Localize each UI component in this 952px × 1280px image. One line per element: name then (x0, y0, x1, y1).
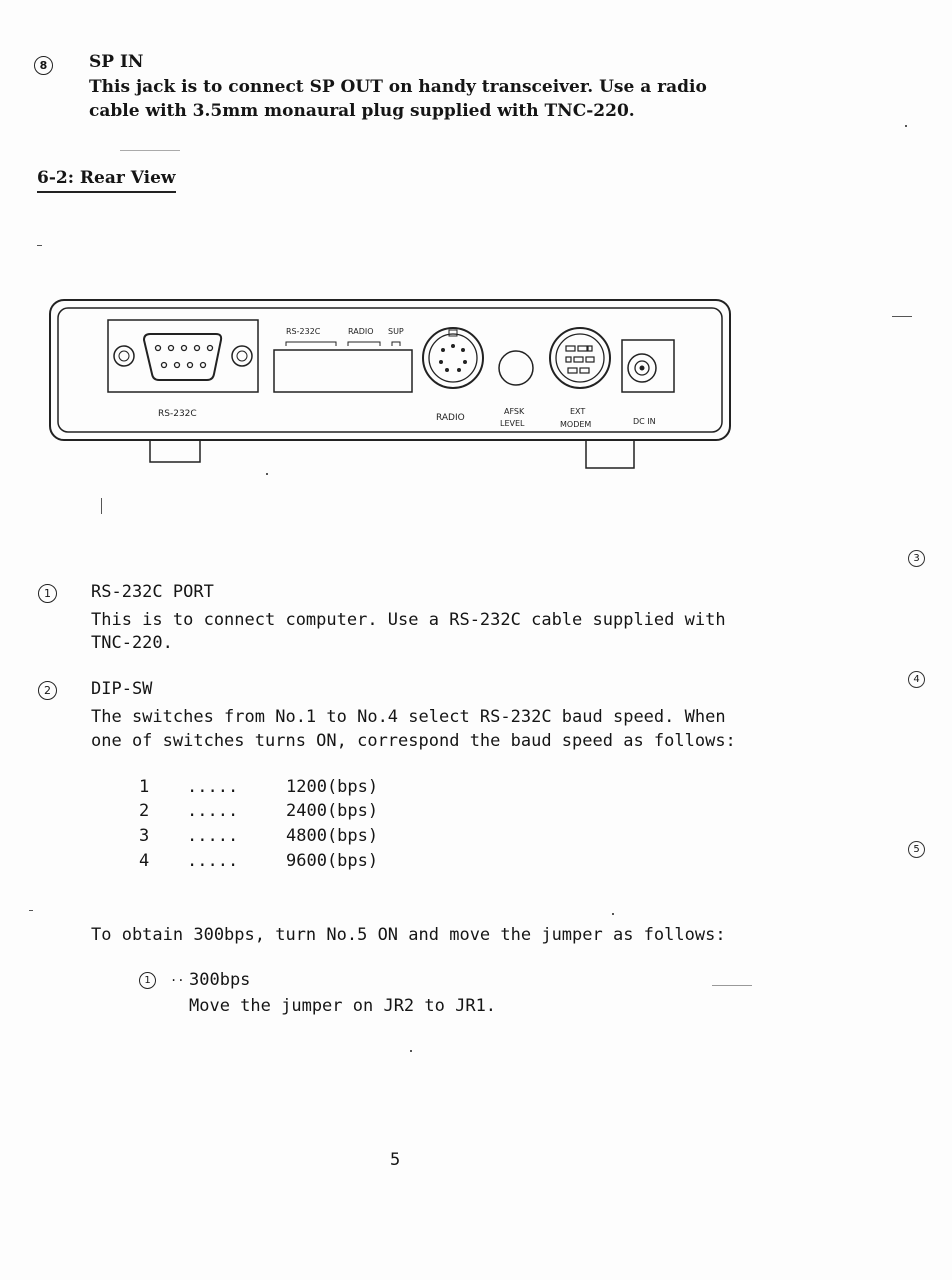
panel-foot-left (150, 440, 200, 462)
baud-speed: 1200(bps) (286, 777, 379, 797)
page-number: 5 (390, 1150, 401, 1170)
afsk-label-line-1: AFSK (504, 407, 525, 416)
scan-speck (101, 498, 102, 514)
dip-sw-line-1: The switches from No.1 to No.4 select RS-232C baud speed. When (91, 707, 726, 727)
dip-label-radio: RADIO (348, 327, 374, 336)
rs232c-port-line-2: TNC-220. (91, 633, 173, 653)
side-marker-4: 4 (908, 671, 925, 688)
dip-switch-window (274, 350, 412, 392)
sp-in-line-2: cable with 3.5mm monaural plug supplied with TNC-220. (89, 101, 635, 121)
ext-modem-pins (566, 346, 594, 373)
scan-speck (410, 1050, 412, 1052)
scan-speck (29, 910, 33, 911)
rs232c-screw-left (114, 346, 134, 366)
dc-in-label: DC IN (633, 417, 656, 426)
baud-switch-no: 4 (139, 851, 150, 871)
baud-leader-dots: ..... (187, 826, 239, 846)
item-marker-8: 8 (34, 56, 53, 75)
ext-label-line-1: EXT (570, 407, 586, 416)
rear-panel-diagram (40, 290, 740, 480)
dip-sw-line-2: one of switches turns ON, correspond the baud speed as follows: (91, 731, 736, 751)
baud-speed: 9600(bps) (286, 851, 379, 871)
rs232c-port-line-1: This is to connect computer. Use a RS-232C cable supplied with (91, 610, 726, 630)
baud-speed: 4800(bps) (286, 826, 379, 846)
baud-leader-dots: ..... (187, 777, 239, 797)
rs232c-plate (108, 320, 258, 392)
baud-leader-dots: ..... (187, 801, 239, 821)
baud-switch-no: 3 (139, 826, 150, 846)
side-marker-3: 3 (908, 550, 925, 567)
sp-in-title: SP IN (89, 52, 144, 72)
sub-300bps-title: 300bps (189, 970, 251, 990)
scan-speck (892, 316, 912, 317)
radio-jack-pins (439, 344, 467, 372)
dip-label-sup: SUP (388, 327, 404, 336)
afsk-level-knob (499, 351, 533, 385)
rs232c-dsub-shell (144, 334, 221, 380)
ext-label-line-2: MODEM (560, 420, 592, 429)
rs232c-pins (156, 346, 213, 368)
baud-switch-no: 1 (139, 777, 150, 797)
sub-leader: .. (170, 970, 185, 984)
dip-label-rs232c: RS-232C (286, 327, 321, 336)
scan-speck (712, 985, 752, 986)
afsk-label-line-2: LEVEL (500, 419, 525, 428)
rs232c-screw-right (232, 346, 252, 366)
item-marker-2: 2 (38, 681, 57, 700)
rear-view-heading: 6-2: Rear View (37, 168, 176, 193)
radio-label: RADIO (436, 413, 465, 423)
panel-foot-right (586, 440, 634, 468)
rs232c-bottom-label: RS-232C (158, 409, 197, 419)
sp-in-line-1: This jack is to connect SP OUT on handy transceiver. Use a radio (89, 77, 707, 97)
scan-speck (37, 245, 42, 246)
obtain-300bps-text: To obtain 300bps, turn No.5 ON and move the jumper as follows: (91, 925, 726, 945)
baud-speed: 2400(bps) (286, 801, 379, 821)
scan-speck (266, 473, 268, 475)
dip-sw-title: DIP-SW (91, 679, 153, 699)
sub-300bps-text: Move the jumper on JR2 to JR1. (189, 996, 497, 1016)
radio-jack (423, 328, 483, 388)
scan-speck (120, 150, 180, 151)
baud-switch-no: 2 (139, 801, 150, 821)
scan-speck (905, 125, 907, 127)
sub-marker-1: 1 (139, 972, 156, 989)
ext-modem-jack (550, 328, 610, 388)
scan-speck (612, 913, 614, 915)
item-marker-1: 1 (38, 584, 57, 603)
rs232c-port-title: RS-232C PORT (91, 582, 214, 602)
side-marker-5: 5 (908, 841, 925, 858)
baud-leader-dots: ..... (187, 851, 239, 871)
dc-in-jack-plate (622, 340, 674, 392)
